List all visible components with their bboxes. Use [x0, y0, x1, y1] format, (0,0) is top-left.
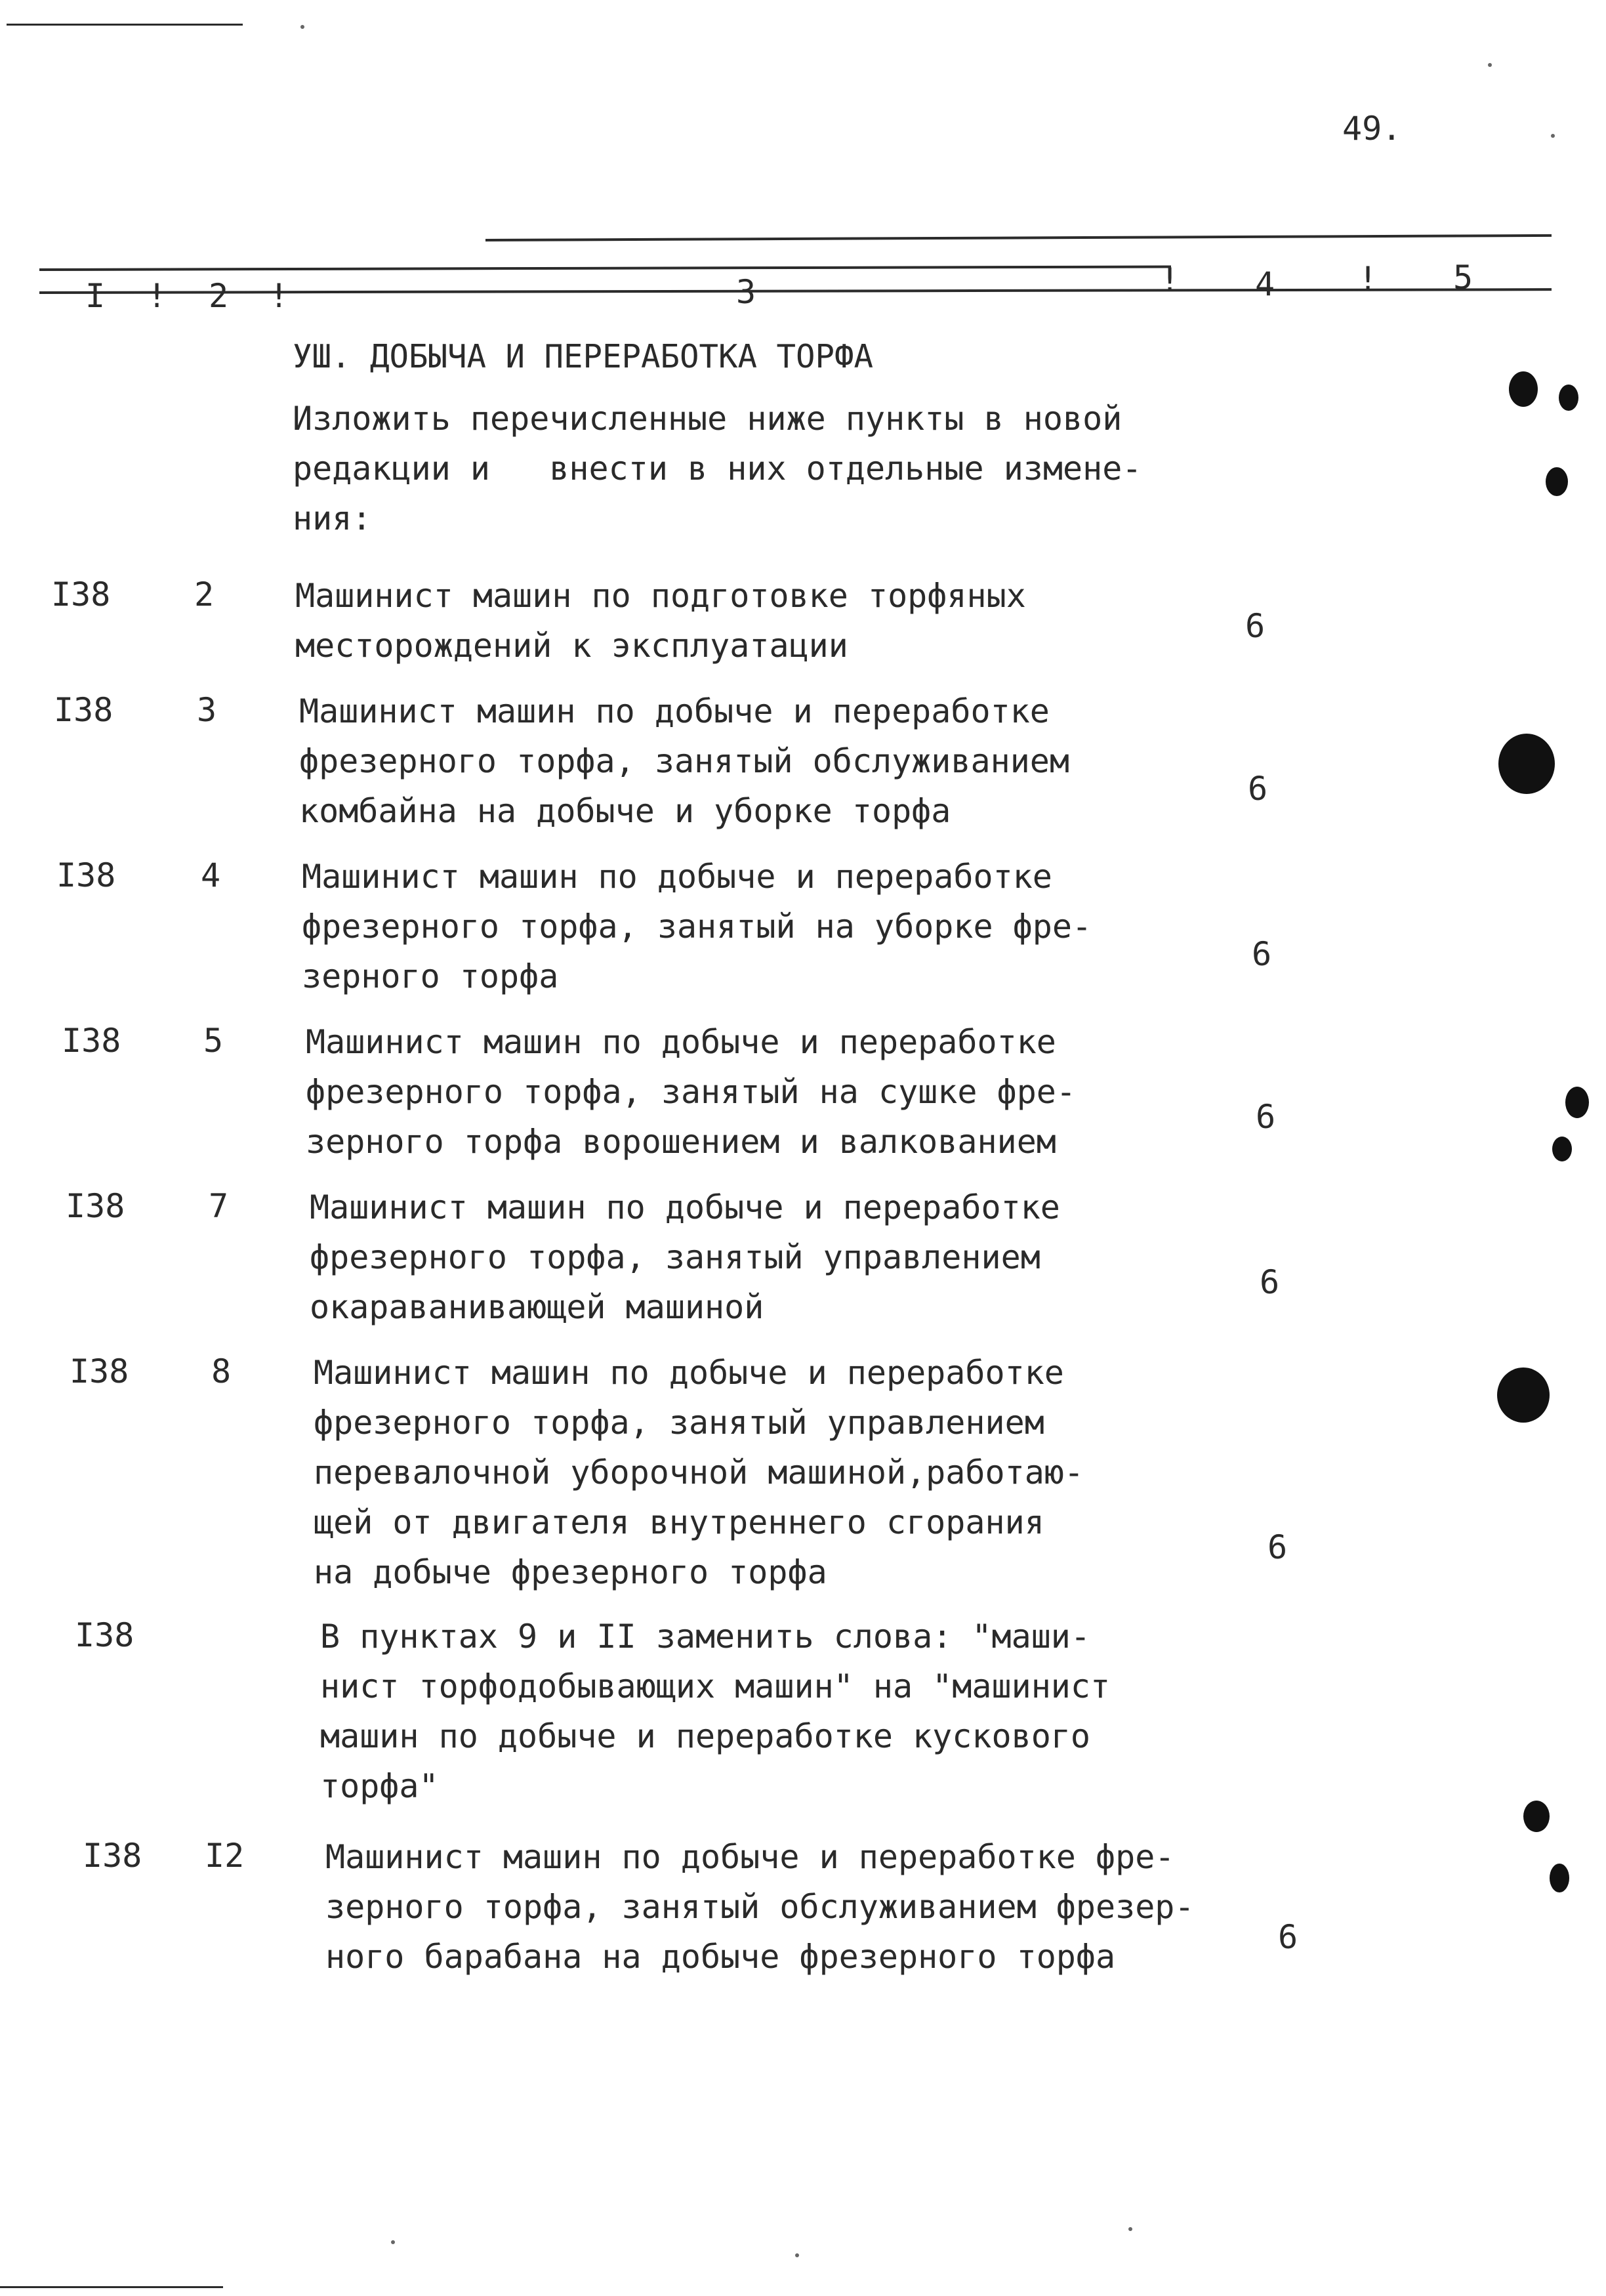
row-col-1: I38 [66, 1187, 125, 1225]
intro-line: Изложить перечисленные ниже пункты в новой [293, 400, 1122, 438]
row-col-4: 6 [1248, 770, 1268, 808]
row-description [299, 686, 1069, 836]
speck [391, 2240, 395, 2244]
description-line: Машинист машин по добыче и переработке фре- [325, 1838, 1175, 1876]
description-line: Машинист машин по добыче и переработке [310, 1188, 1060, 1226]
binding-hole [1559, 385, 1578, 411]
bottom-corner-rule [0, 2286, 223, 2288]
header-col-3: 3 [736, 273, 756, 311]
speck [1128, 2227, 1132, 2231]
description-line: Машинист машин по добыче и переработке [314, 1354, 1064, 1392]
table-row [0, 852, 1606, 995]
table-row [0, 686, 1606, 830]
description-line: зерного торфа ворошением и валкованием [306, 1123, 1056, 1161]
row-col-4: 6 [1256, 1098, 1276, 1136]
row-col-4: 6 [1267, 1528, 1288, 1566]
row-description [302, 852, 1092, 1001]
page-number: 49. [1342, 110, 1402, 148]
row-col-1: I38 [75, 1616, 134, 1654]
speck [1488, 63, 1492, 67]
speck [1551, 134, 1555, 138]
binding-hole [1498, 734, 1555, 794]
row-col-2: 2 [194, 575, 215, 614]
table-row [0, 1832, 1606, 1976]
description-line: комбайна на добыче и уборке торфа [299, 792, 951, 830]
header-bottom-rule [39, 288, 1552, 294]
row-col-2: 5 [203, 1022, 224, 1060]
row-col-2: 8 [211, 1352, 232, 1390]
description-line: зерного торфа [302, 957, 559, 995]
row-col-4: 6 [1252, 935, 1272, 973]
description-line: месторождений к эксплуатации [295, 627, 848, 665]
row-col-1: I38 [56, 856, 116, 894]
description-line: В пунктах 9 и II заменить слова: "маши- [320, 1618, 1090, 1656]
binding-hole [1509, 371, 1538, 407]
row-col-1: I38 [54, 691, 113, 729]
table-row [0, 1348, 1606, 1591]
row-col-1: I38 [51, 575, 111, 614]
header-separator-4: ! [1358, 260, 1378, 298]
section-title: УШ. ДОБЫЧА И ПЕРЕРАБОТКА ТОРФА [293, 338, 874, 375]
row-description [310, 1182, 1060, 1332]
row-col-1: I38 [62, 1022, 121, 1060]
row-col-4: 6 [1245, 607, 1266, 645]
row-description [320, 1612, 1110, 1811]
header-top-rule [485, 234, 1552, 241]
description-line: фрезерного торфа, занятый управлением [310, 1238, 1040, 1276]
description-line: машин по добыче и переработке кускового [320, 1717, 1090, 1755]
row-col-1: I38 [83, 1837, 142, 1875]
description-line: нист торфодобывающих машин" на "машинист [320, 1667, 1111, 1705]
intro-paragraph [293, 394, 1142, 543]
description-line: перевалочной уборочной машиной,работаю- [314, 1453, 1084, 1492]
description-line: зерного торфа, занятый обслуживанием фрезер- [325, 1888, 1195, 1926]
row-description [325, 1832, 1195, 1982]
row-col-2: 4 [201, 856, 221, 894]
row-col-2: 3 [197, 691, 217, 729]
row-description [306, 1017, 1076, 1167]
top-corner-rule [7, 24, 243, 26]
description-line: окараванивающей машиной [310, 1288, 764, 1326]
intro-line: ния: [293, 499, 372, 537]
description-line: Машинист машин по добыче и переработке [302, 858, 1052, 896]
table-row [0, 1612, 1606, 1805]
row-col-2: 7 [209, 1187, 229, 1225]
row-description [314, 1348, 1084, 1597]
intro-line: редакции и внести в них отдельные измене- [293, 449, 1142, 488]
description-line: ного барабана на добыче фрезерного торфа [325, 1938, 1116, 1976]
description-line: торфа" [320, 1767, 439, 1805]
row-col-1: I38 [70, 1352, 129, 1390]
row-col-4: 6 [1278, 1918, 1298, 1956]
table-row [0, 571, 1606, 665]
header-col-5: 5 [1453, 259, 1473, 297]
row-col-4: 6 [1260, 1263, 1280, 1301]
binding-hole [1550, 1864, 1569, 1892]
binding-hole [1497, 1367, 1550, 1423]
binding-hole [1552, 1137, 1572, 1161]
table-row [0, 1017, 1606, 1161]
header-col-1: I [85, 277, 106, 315]
speck [795, 2253, 799, 2257]
binding-hole [1546, 467, 1568, 496]
header-col-4: 4 [1255, 265, 1275, 303]
binding-hole [1565, 1087, 1589, 1118]
description-line: фрезерного торфа, занятый обслуживанием [299, 742, 1069, 780]
header-separator-1: ! [147, 277, 167, 315]
speck [300, 25, 304, 29]
table-row [0, 1182, 1606, 1326]
description-line: Машинист машин по подготовке торфяных [295, 577, 1026, 615]
binding-hole [1523, 1801, 1550, 1832]
description-line: на добыче фрезерного торфа [314, 1553, 827, 1591]
description-line: фрезерного торфа, занятый на уборке фре- [302, 908, 1092, 946]
header-col-2: 2 [209, 277, 229, 315]
description-line: фрезерного торфа, занятый на сушке фре- [306, 1073, 1076, 1111]
description-line: щей от двигателя внутреннего сгорания [314, 1503, 1044, 1541]
header-separator-2: ! [269, 277, 289, 315]
row-col-2: I2 [205, 1837, 245, 1875]
description-line: фрезерного торфа, занятый управлением [314, 1404, 1044, 1442]
description-line: Машинист машин по добыче и переработке [306, 1023, 1056, 1061]
row-description [295, 571, 1026, 671]
header-separator-3: ! [1160, 261, 1180, 299]
header-top-rule-left [39, 265, 1171, 271]
description-line: Машинист машин по добыче и переработке [299, 692, 1050, 730]
